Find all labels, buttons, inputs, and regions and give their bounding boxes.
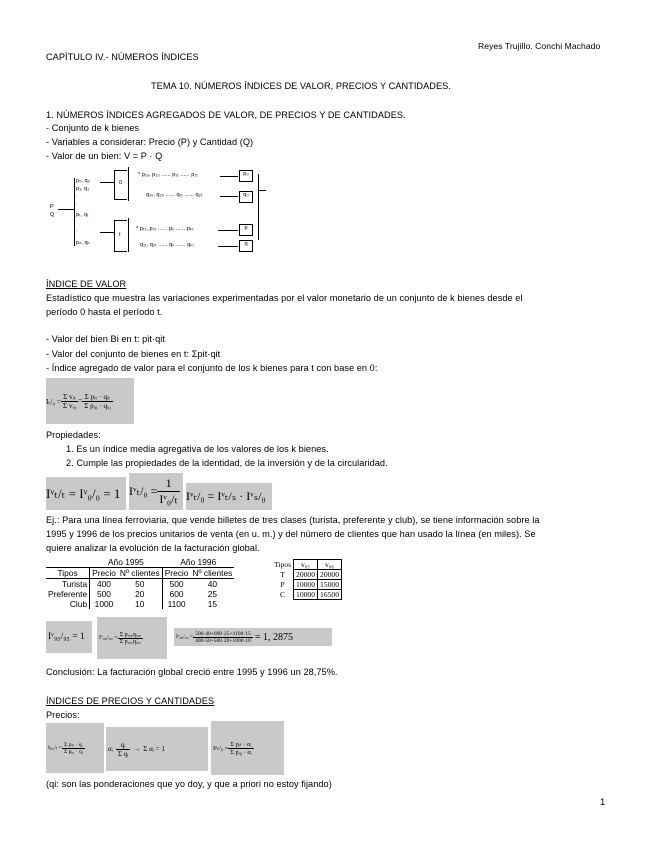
- period-list-item: p₁, q₁: [76, 186, 90, 192]
- weights-formula: [106, 727, 208, 771]
- value-item: - Valor del conjunto de bienes en t: Σpit·qit: [46, 349, 221, 359]
- table-cell: Club: [69, 599, 88, 609]
- year-header: Año 1995: [107, 557, 144, 567]
- result-box: q₀: [239, 191, 253, 203]
- conclusion-text: Conclusión: La facturación global creció entre 1995 y 1996 un 28,75%.: [46, 667, 338, 677]
- section-title: 1. NÚMEROS ÍNDICES AGREGADOS DE VALOR, DE PRECIOS Y DE CANTIDADES.: [46, 110, 406, 120]
- table-cell: T: [280, 570, 285, 579]
- identity-property-formula: Iᵛₜ/ₜ = Iᵛ₀/₀ = 1: [46, 477, 126, 510]
- formula-numerator: 1: [157, 476, 180, 492]
- paragraph-line: 1995 y 1996 de los precios unitarios de venta (en u. m.) y del número de clientes que han usado la línea (en miles). Se: [46, 529, 536, 539]
- brace-label: t: [119, 232, 121, 238]
- formula-lhs: Iᵖₜ/₀ =: [213, 745, 229, 752]
- arrow-line: [220, 176, 238, 177]
- formula-numerator: Σ pᵢₜ · αᵢ: [228, 740, 254, 749]
- formula-lhs: Iₜ/₀ =: [46, 397, 61, 406]
- arrow-icon: →: [133, 745, 141, 753]
- table-cell: 500: [90, 589, 118, 599]
- column-header: v₉₆: [318, 560, 342, 570]
- connector-line: [258, 190, 266, 191]
- paragraph-line: período 0 hasta el período t.: [46, 307, 163, 317]
- arrow-line: [218, 246, 238, 247]
- bullet-item: - Valor de un bien: V = P · Q: [46, 151, 163, 161]
- paragraph-line: Estadístico que muestra las variaciones experimentadas por el valor monetario de un conjunto de k bienes desde el: [46, 293, 523, 303]
- year-header: Año 1996: [180, 557, 217, 567]
- value-index-formula: [97, 617, 167, 659]
- table-cell: C: [279, 590, 286, 599]
- page-number: 1: [600, 797, 606, 808]
- result-box: p₀: [239, 170, 253, 182]
- property-item: 2. Cumple las propiedades de la identidad, de la inversión y de la circularidad.: [66, 458, 388, 468]
- formula-lhs: Iᵛ₉₆/₉₅ =: [176, 634, 194, 640]
- base-index-formula: Iᵛ₉₅/₉₅ = 1: [46, 621, 92, 653]
- result-box: q: [239, 240, 253, 252]
- period-list-item: pₜ, qₜ: [76, 212, 89, 218]
- table-cell: 16500: [318, 590, 342, 600]
- bullet-item: - Variables a considerar: Precio (P) y Cantidad (Q): [46, 137, 254, 147]
- subsection-title: Precios:: [46, 710, 80, 720]
- section-heading: ÍNDICES DE PRECIOS Y CANTIDADES: [46, 696, 215, 706]
- table-cell: 10: [135, 599, 145, 609]
- author: Reyes Trujillo. Conchi Machado: [478, 41, 601, 51]
- result-box: p: [239, 224, 253, 236]
- value-index-result-formula: [174, 628, 332, 646]
- column-header: Nº clientes: [119, 568, 160, 578]
- table-cell: 15: [207, 599, 218, 609]
- period-list-item: pₙ, qₙ: [76, 240, 90, 246]
- formula-numerator: Σ pᵢₜ · qᵢₜ: [82, 392, 113, 402]
- bracket-line: [128, 167, 129, 201]
- table-cell: 600: [162, 589, 190, 599]
- formula-numerator: Σ pᵢ₉₆qᵢ₉₆: [119, 631, 142, 638]
- chapter-title: CAPÍTULO IV.- NÚMEROS ÍNDICES: [46, 52, 199, 62]
- table-cell: 40: [207, 579, 218, 589]
- value-item: - Valor del bien Bi en t: pit·qit: [46, 334, 165, 344]
- formula-lhs: αᵢ: [108, 745, 113, 753]
- period-list-item: p₀, q₀: [76, 178, 90, 184]
- bracket-line: [128, 218, 129, 252]
- column-header: Tipos: [274, 560, 292, 569]
- connector-line: [100, 182, 114, 183]
- arrow-line: [218, 230, 238, 231]
- quantity-row-base: q₁₀, q₂₀ ...... q₁ₜ ...... q₂ₜ: [146, 192, 203, 198]
- formula-numerator: qᵢ: [116, 741, 130, 750]
- right-bracket: [258, 174, 259, 240]
- period-list-item: ·: [76, 202, 78, 208]
- paragraph-line: Ej.: Para una línea ferroviaria, que vende billetes de tres clases (turista, preferente y club), se tiene información sobre la: [46, 515, 540, 525]
- formula-lhs: Iᵛ₉₆/₉₅ =: [99, 635, 118, 641]
- column-header: Tipos: [57, 568, 78, 578]
- price-row-base: * p₁₀, p₂₀ ...... p₁ₜ ...... p₂ₜ: [138, 172, 199, 178]
- table-row: [272, 580, 342, 590]
- table-cell: 400: [90, 579, 118, 590]
- sales-table: [46, 557, 234, 609]
- formula-denominator: Iᵛ₀/ₜ: [159, 492, 178, 506]
- formula-denominator: Σ pᵢ₀ · qᵢ₀: [84, 402, 111, 410]
- inversion-property-formula: [129, 473, 183, 510]
- table-cell: Turista: [61, 579, 88, 589]
- table-cell: 1100: [162, 599, 190, 609]
- brace-label: 0: [119, 180, 123, 186]
- table-row: [46, 589, 234, 599]
- connector-line: [100, 232, 114, 233]
- bullet-item: - Conjunto de k bienes: [46, 123, 140, 133]
- table-cell: P: [280, 580, 285, 589]
- formula-denominator: 400·50+500·20+1000·10: [195, 637, 251, 644]
- arrow-line: [220, 196, 238, 197]
- formula-denominator: Σ pᵢ₉₅qᵢ₉₅: [119, 638, 142, 645]
- quantity-row-current: q₁ₜ, q₂ₜ ...... qₖ ...... qₖₜ: [140, 242, 195, 248]
- formula-lhs: Iₚ₀/ₜ =: [48, 745, 62, 751]
- formula-denominator: Σ qᵢ: [117, 749, 129, 758]
- table-cell: Preferente: [48, 589, 88, 599]
- table-cell: 50: [135, 579, 145, 589]
- topic-title: TEMA 10. NÚMEROS ÍNDICES DE VALOR, PRECIOS Y CANTIDADES.: [151, 81, 451, 91]
- property-item: 1. Es un índice media agregativa de los valores de los k bienes.: [66, 444, 329, 454]
- column-header: Precio: [90, 568, 118, 579]
- column-header: Nº clientes: [192, 568, 233, 578]
- left-bracket: [74, 178, 75, 246]
- types-value-table: [272, 559, 342, 600]
- weighted-price-index-formula: [211, 721, 284, 775]
- period-list-item: ·: [76, 194, 78, 200]
- table-cell: 1000: [90, 599, 118, 609]
- properties-title: Propiedades:: [46, 430, 101, 440]
- connector-line: [58, 209, 74, 210]
- table-cell: 20: [135, 589, 145, 599]
- paragraph-line: quiere analizar la evolución de la facturación global.: [46, 543, 260, 553]
- table-row: [46, 579, 234, 590]
- table-row: [272, 590, 342, 600]
- formula-numerator: 500·40+600·25+1100·15: [193, 631, 253, 638]
- column-header: Precio: [162, 568, 190, 579]
- section-heading: ÍNDICE DE VALOR: [46, 279, 127, 289]
- price-index-formula: [46, 723, 104, 773]
- table-cell: 10000: [294, 590, 318, 600]
- table-row: [46, 599, 234, 609]
- table-cell: 20000: [294, 570, 318, 580]
- formula-lhs: Iᵛₜ/₀ =: [129, 484, 158, 498]
- formula-denominator: Σ pᵢ₀ · qᵢ: [63, 748, 83, 755]
- column-header: v₉₅: [294, 560, 318, 570]
- table-cell: 15000: [318, 580, 342, 590]
- diagram-label-p: P: [50, 204, 54, 210]
- circularity-property-formula: Iᵛₜ/₀ = Iᵛₜ/ₛ · Iᵛₛ/₀: [186, 483, 272, 510]
- aggregate-value-formula: [46, 378, 134, 424]
- formula-rhs: Σ αᵢ = 1: [143, 745, 165, 753]
- formula-numerator: Σ vᵢₜ: [61, 392, 78, 402]
- period-list-item: ·: [76, 228, 78, 234]
- table-cell: 10000: [294, 580, 318, 590]
- formula-result: = 1, 2875: [254, 631, 293, 643]
- formula-numerator: Σ pᵢₜ · qᵢ: [62, 742, 85, 749]
- weights-note: (qi: son las ponderaciones que yo doy, y que a priori no estoy fijando): [46, 779, 332, 789]
- diagram-label-q: Q: [50, 212, 55, 218]
- value-diagram: [46, 162, 276, 257]
- value-item: - Índice agregado de valor para el conjunto de los k bienes para t con base en 0:: [46, 363, 378, 373]
- formula-equals: =: [78, 397, 83, 405]
- table-cell: 20000: [318, 570, 342, 580]
- table-cell: 500: [162, 579, 190, 590]
- formula-denominator: Σ pᵢ₀ · αᵢ: [230, 749, 252, 756]
- formula-denominator: Σ vᵢ₀: [62, 402, 77, 410]
- price-row-current: * p₁ₜ, p₂ₜ ...... pₖ ...... pₖₜ: [136, 226, 194, 232]
- table-row: [272, 570, 342, 580]
- table-cell: 25: [207, 589, 218, 599]
